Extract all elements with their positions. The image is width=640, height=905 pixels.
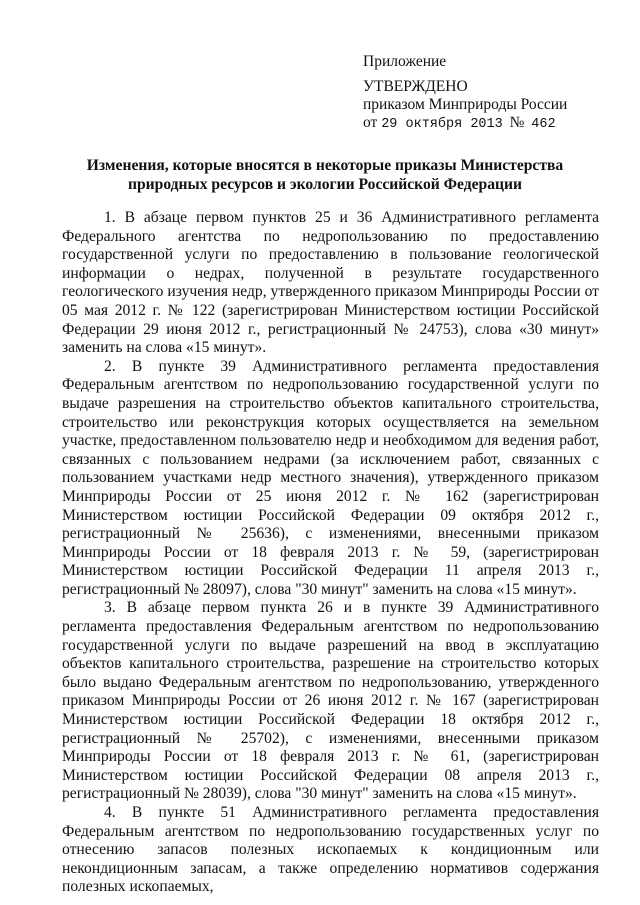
order-number-sign: № bbox=[509, 114, 525, 131]
document-title: Изменения, которые вносятся в некоторые приказы Министерства природных ресурсов и экологии Российской Федерации bbox=[86, 157, 564, 193]
paragraph-3: 3. В абзаце первом пункта 26 и в пункте 39 Административного регламента предоставления Федеральным агентством по недропользованию государственной услуги по выдаче разрешений на ввод в эксплуатацию объектов капитального строительства, разрешение на строительство которых было выдано Федеральным агентством по недропользованию, утвержденного приказом Минприроды России от 26 июня 2012 г. № 167 (зарегистрирован Министерством юстиции Российской Федерации 18 октября 2012 г., регистрационный № 25702), с изменениями, внесенными приказом Минприроды России от 18 февраля 2013 г. № 61, (зарегистрирован Министерством юстиции Российской Федерации 08 апреля 2013 г., регистрационный № 28039), слова "30 минут" заменить на слова «15 минут». bbox=[62, 599, 599, 803]
order-date: 29 октября 2013 bbox=[381, 117, 503, 132]
approved-label: УТВЕРЖДЕНО bbox=[363, 78, 468, 95]
order-reference bbox=[363, 114, 567, 134]
paragraph-4: 4. В пункте 51 Административного регламента предоставления Федеральным агентством по недропользованию государственных услуг по отнесению запасов полезных ископаемых к кондиционным или некондиционным запасам, а также определению нормативов содержания полезных ископаемых, bbox=[62, 804, 599, 896]
order-number: 462 bbox=[531, 117, 556, 132]
approved-by-order: приказом Минприроды России bbox=[363, 96, 568, 113]
order-date-prefix: от bbox=[363, 114, 378, 131]
paragraph-2: 2. В пункте 39 Административного регламента предоставления Федеральным агентством по недропользованию государственной услуги по выдаче разрешения на строительство объектов капитального строительства, строительство или реконструкция которых осуществляется на земельном участке, предоставленном пользователю недр и необходимом для ведения работ, связанных с пользованием недрами (за исключением работ, связанных с пользованием участками недр местного значения), утвержденного приказом Минприроды России от 25 июня 2012 г. № 162 (зарегистрирован Министерством юстиции Российской Федерации 09 октября 2012 г., регистрационный № 25636), с изменениями, внесенными приказом Минприроды России от 18 февраля 2013 г. № 59, (зарегистрирован Министерством юстиции Российской Федерации 11 апреля 2013 г., регистрационный № 28097), слова "30 минут" заменить на слова «15 минут». bbox=[62, 357, 599, 598]
approval-block bbox=[363, 53, 567, 134]
document-body bbox=[62, 209, 599, 897]
paragraph-1: 1. В абзаце первом пунктов 25 и 36 Административного регламента Федерального агентства по недропользованию по предоставлению государственной услуги по предоставлению в пользование геологической информации о недрах, полученной в результате государственного геологического изучения недр, утвержденного приказом Минприроды России от 05 мая 2012 г. № 122 (зарегистрирован Министерством юстиции Российской Федерации 29 июня 2012 г., регистрационный № 24753), слова «30 минут» заменить на слова «15 минут». bbox=[62, 209, 599, 357]
appendix-label: Приложение bbox=[363, 53, 447, 70]
